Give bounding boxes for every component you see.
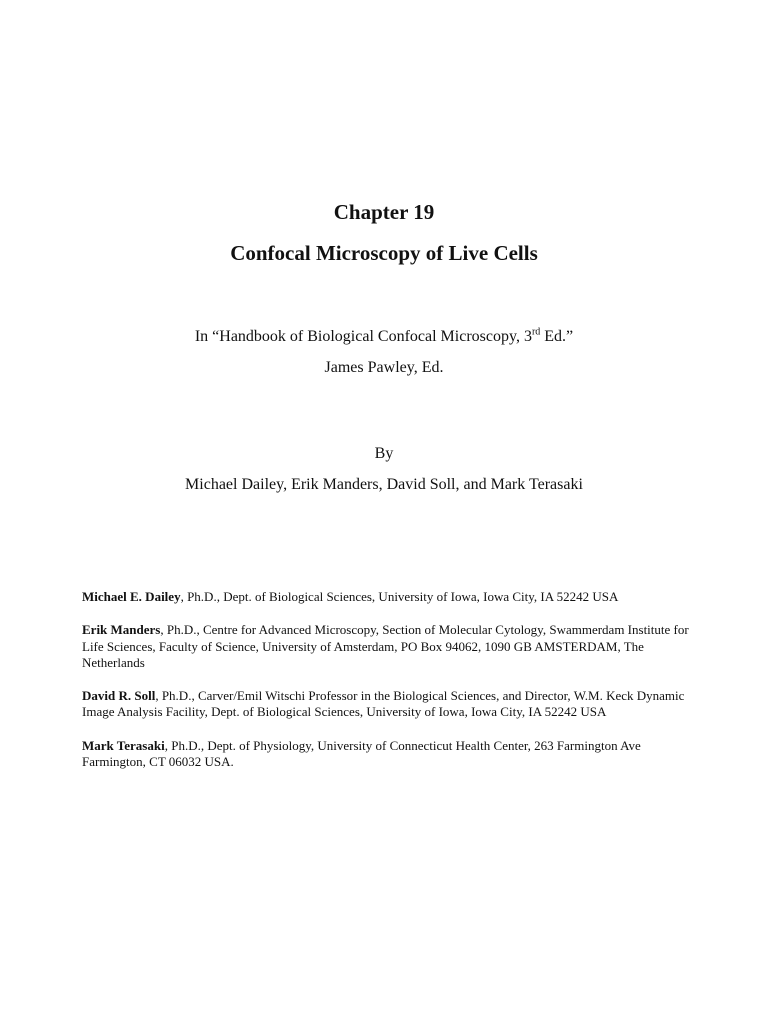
book-citation — [0, 328, 768, 346]
chapter-number: Chapter 19 — [333, 200, 435, 224]
author-name: Erik Manders — [82, 622, 161, 638]
affiliation-item — [82, 589, 694, 605]
affiliation-item — [82, 622, 694, 671]
affiliations-list — [82, 589, 694, 787]
by-label: By — [374, 445, 394, 462]
author-details: , Ph.D., Dept. of Biological Sciences, University of Iowa, Iowa City, IA 52242 USA — [180, 589, 619, 604]
author-name: Mark Terasaki — [82, 737, 165, 753]
chapter-title: Confocal Microscopy of Live Cells — [230, 241, 538, 265]
author-details: , Ph.D., Dept. of Physiology, University of Connecticut Health Center, 263 Farmington Ave Farmington, CT 06032 USA. — [82, 737, 641, 770]
affiliation-item — [82, 738, 694, 771]
author-details: , Ph.D., Centre for Advanced Microscopy, Section of Molecular Cytology, Swammerdam Institute for Life Sciences, Faculty of Science, University of Amsterdam, PO Box 94062, 1090 GB AMSTERDAM, The Netherlands — [82, 622, 689, 670]
affiliation-item — [82, 688, 694, 721]
author-details: , Ph.D., Carver/Emil Witschi Professor in the Biological Sciences, and Director, W.M. Keck Dynamic Image Analysis Facility, Dept. of Biological Sciences, University of Iowa, Iowa City, IA 52242 USA — [82, 688, 685, 720]
author-name: David R. Soll — [82, 688, 156, 704]
author-name: Michael E. Dailey — [82, 589, 181, 604]
book-title-text: In “Handbook of Biological Confocal Microscopy, 3 — [194, 328, 532, 345]
edition-superscript: rd — [531, 326, 541, 338]
authors-list: Michael Dailey, Erik Manders, David Soll, and Mark Terasaki — [185, 476, 583, 493]
editor-line: James Pawley, Ed. — [324, 359, 444, 376]
book-title-suffix: Ed.” — [540, 328, 574, 345]
